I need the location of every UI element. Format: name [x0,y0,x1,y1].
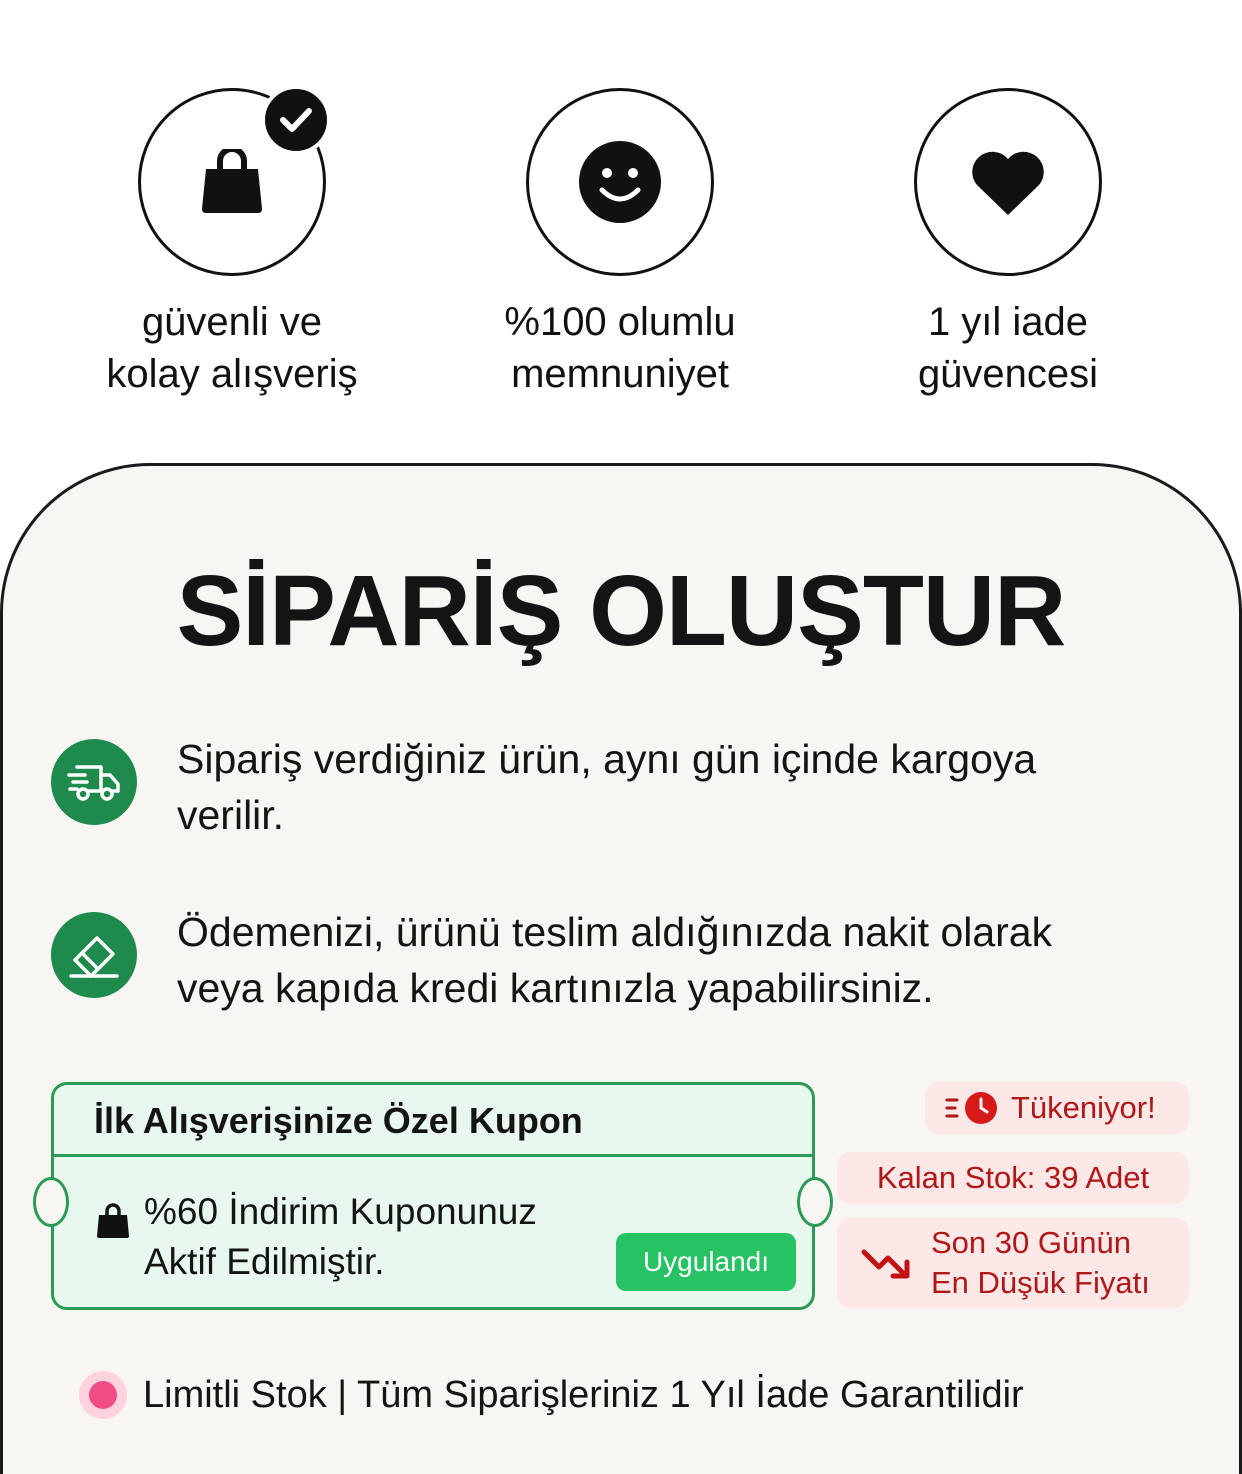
stock-badge [837,1152,1189,1204]
feature-circle [914,88,1102,276]
feature-return-guarantee [858,88,1158,400]
lowest-price-text: Son 30 Günün En Düşük Fiyatı [931,1225,1150,1300]
feature-label: 1 yıl iade güvencesi [917,300,1099,396]
status-dot-icon [79,1371,127,1419]
coupon-applied-button[interactable]: Uygulandı [616,1233,796,1291]
coupon-card [51,1082,815,1310]
credit-card-icon [67,930,121,980]
shopping-bag-icon [96,1203,130,1239]
trend-down-icon [861,1246,911,1280]
selling-out-badge [925,1082,1189,1134]
feature-satisfaction [470,88,770,400]
shipping-info [51,731,1211,843]
features-section [0,0,1242,470]
feature-circle [526,88,714,276]
coupon-title: İlk Alışverişinize Özel Kupon [54,1085,812,1157]
feature-circle [138,88,326,276]
checkmark-icon [279,106,313,134]
feature-secure-shopping [82,88,382,400]
delivery-truck-icon [67,759,121,805]
selling-out-text: Tükeniyor! [1011,1090,1156,1125]
heart-icon [969,147,1047,217]
shopping-bag-icon [200,149,264,215]
stock-text: Kalan Stok: 39 Adet [876,1160,1150,1195]
limited-stock-text: Limitli Stok | Tüm Siparişleriniz 1 Yıl İade Garantilidir [143,1373,1024,1416]
coupon-message: %60 İndirim Kuponunuz Aktif Edilmiştir. [144,1191,537,1282]
lowest-price-badge [837,1218,1189,1308]
shipping-info-text: Sipariş verdiğiniz ürün, aynı gün içinde kargoya verilir. [177,736,1037,838]
clock-icon [943,1090,1005,1126]
checkmark-badge [261,85,331,155]
coupon-notch-left [33,1177,69,1227]
coupon-notch-right [797,1177,833,1227]
feature-label: güvenli ve kolay alışveriş [106,300,358,396]
payment-info [51,904,1211,1016]
page-title: SİPARİŞ OLUŞTUR [176,555,1066,667]
order-panel [0,463,1242,1474]
feature-label: %100 olumlu memnuniyet [504,300,736,396]
smiley-face-icon [578,140,662,224]
limited-stock-note [79,1371,1024,1419]
payment-info-text: Ödemenizi, ürünü teslim aldığınızda nakit olarak veya kapıda kredi kartınızla yapabilirsiniz. [177,909,1053,1011]
payment-icon-circle [51,912,137,998]
delivery-icon-circle [51,739,137,825]
